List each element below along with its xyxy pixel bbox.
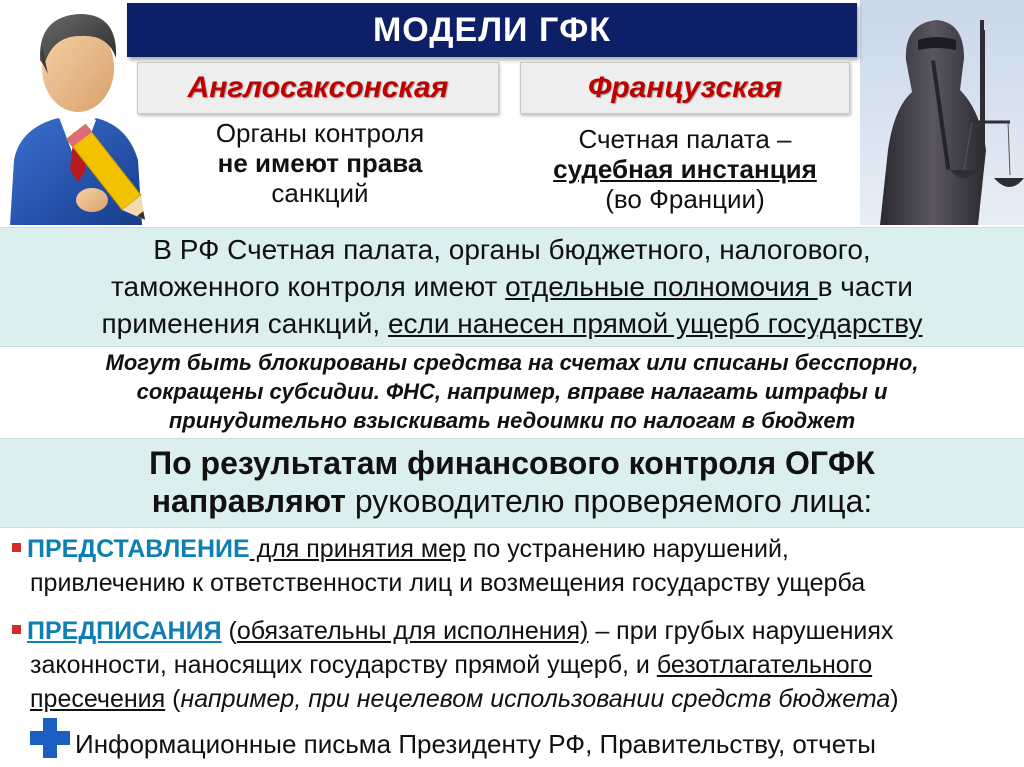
anglo-model-description [150,118,490,208]
french-line-1: Счетная палата – [578,124,792,154]
title-bar [127,3,857,57]
results-band [0,438,1024,528]
prescriptions-suppression: пресечения [30,685,166,713]
rf-line-3 [0,305,1024,342]
prescriptions-urgent: безотлагательного [656,651,873,679]
prescriptions-line-3 [12,682,1017,716]
french-model-label-box [520,62,850,114]
results-line-2 [0,482,1024,520]
list-item-info-letters: Информационные письма Президенту РФ, Правительству, отчеты [75,729,876,759]
anglo-model-label: Англосаксонская [187,71,449,104]
page-title: МОДЕЛИ ГФК [372,10,611,49]
prescriptions-key: ПРЕДПИСАНИЯ [27,617,222,645]
representation-text: по устранению нарушений, [465,535,789,563]
french-line-3: (во Франции) [605,184,765,214]
french-model-label: Французская [587,71,783,104]
representation-key: ПРЕДСТАВЛЕНИЕ [27,535,250,563]
rf-direct-damage: если нанесен прямой ущерб государству [387,308,923,339]
french-line-2: судебная инстанция [553,154,817,184]
note-line-2: сокращены субсидии. ФНС, например, вправе налагать штрафы и [136,379,888,404]
anglo-line-2: не имеют права [217,148,423,178]
sanctions-note [0,348,1024,435]
list-item-representation [12,532,1017,600]
results-send-word: направляют [151,483,346,519]
prescriptions-line-2-text: законности, наносящих государству прямой ущерб, и [30,651,657,679]
french-model-description [510,124,860,214]
list-item-prescriptions [12,614,1017,716]
representation-underlined: для принятия мер [249,535,466,563]
rf-line-2-end: в части [817,271,913,302]
plus-icon [30,718,70,758]
rf-line-3-text: применения санкций, [101,308,388,339]
prescriptions-mandatory: обязательны для исполнения) [236,617,589,645]
prescriptions-paren-close: ) [890,685,899,713]
note-line-3: принудительно взыскивать недоимки по налогам в бюджет [168,408,856,433]
prescriptions-paren: ( [221,617,237,645]
square-bullet-icon [12,543,21,552]
note-line-1: Могут быть блокированы средства на счетах или списаны бесспорно, [105,350,919,375]
prescriptions-paren-open: ( [165,685,181,713]
rf-line-1: В РФ Счетная палата, органы бюджетного, налогового, [153,234,871,265]
rf-separate-powers: отдельные полномочия [505,271,818,302]
prescriptions-example: например, при нецелевом использовании средств бюджета [180,685,891,713]
results-line-1: По результатам финансового контроля ОГФК [149,445,875,481]
anglo-line-3: санкций [271,178,369,208]
anglo-line-1: Органы контроля [215,118,425,148]
anglo-model-label-box [137,62,499,114]
rf-line-2 [0,268,1024,305]
results-line-2-text: руководителю проверяемого лица: [345,483,873,519]
rf-line-2-text: таможенного контроля имеют [111,271,506,302]
square-bullet-icon [12,625,21,634]
prescriptions-text: – при грубых нарушениях [588,617,894,645]
prescriptions-line-2 [12,648,1017,682]
representation-line-2: привлечению к ответственности лиц и возмещения государству ущерба [30,569,866,597]
themis-statue-image [860,0,1024,225]
rf-powers-band [0,227,1024,347]
